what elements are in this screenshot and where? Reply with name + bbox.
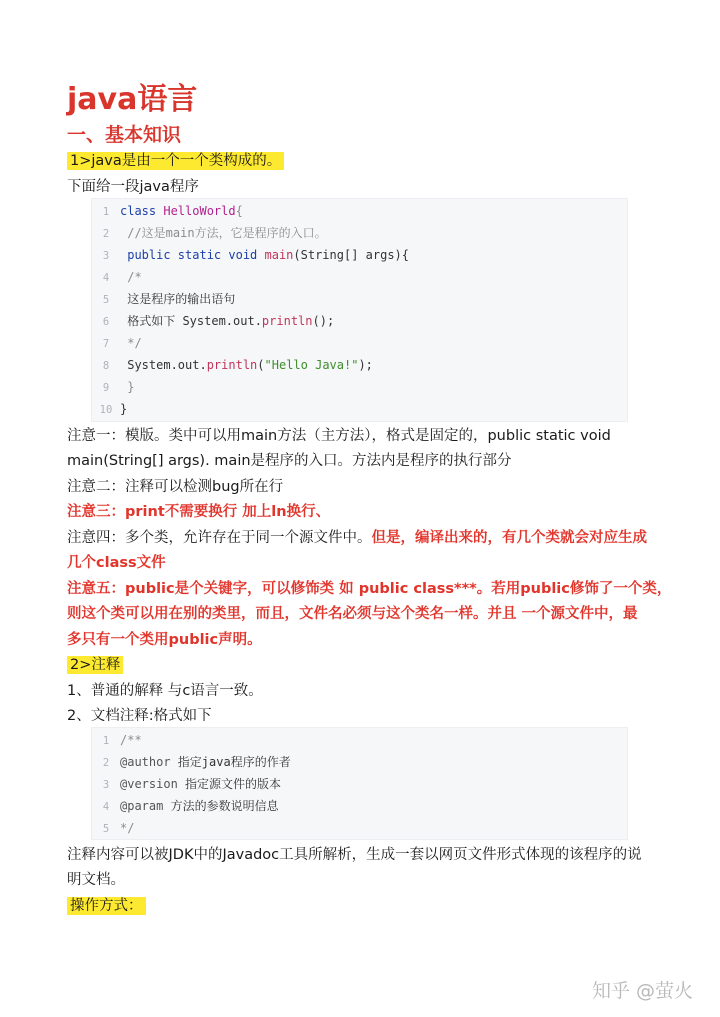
code-token: System.out. [120, 358, 207, 372]
note-2: 注意二：注释可以检测bug所在行 [67, 479, 284, 495]
code-line [92, 266, 142, 288]
code-token: /* [120, 270, 142, 284]
highlight-point-2: 2>注释 [67, 656, 123, 674]
code-line [92, 817, 134, 839]
point-1 [67, 151, 284, 171]
line-number: 1 [102, 735, 110, 747]
code-line [92, 354, 373, 376]
code-token: @version [120, 777, 178, 791]
line-number: 7 [102, 338, 110, 350]
code-block-helloworld [91, 198, 628, 422]
code-line [92, 244, 409, 266]
operation-label [67, 896, 146, 916]
code-token: main [264, 248, 294, 262]
line-number: 5 [102, 294, 110, 306]
note-5-line-2: 则这个类可以用在别的类里，而且，文件名必须与这个类名一样。并且 一个源文件中，最 [67, 606, 638, 622]
code-token: /** [120, 733, 142, 747]
code-token: 指定java程序的作者 [170, 755, 291, 769]
code-line [92, 773, 281, 795]
line-number: 8 [102, 360, 110, 372]
comment-type-1: 1、普通的解释 与c语言一致。 [67, 683, 263, 699]
note-1-line-2: main(String[] args). main是程序的入口。方法内是程序的执行部分 [67, 453, 512, 469]
code-token: 方法的参数说明信息 [163, 799, 279, 813]
code-token: (String[] args){ [293, 248, 409, 262]
code-token: (); [312, 314, 335, 328]
code-line [92, 795, 279, 817]
code-token: 格式如下 System.out. [120, 314, 262, 328]
code-token: println [261, 314, 313, 328]
intro-text: 下面给一段java程序 [67, 179, 199, 195]
line-number: 6 [102, 316, 110, 328]
section-heading: 一、基本知识 [67, 124, 182, 146]
code-token: class [120, 204, 164, 218]
line-number: 2 [102, 757, 110, 769]
highlight-point-1: 1>java是由一个一个类构成的。 [67, 152, 284, 170]
line-number: 4 [102, 272, 110, 284]
code-token: } [120, 402, 128, 416]
line-number: 4 [102, 801, 110, 813]
code-token: @author [120, 755, 171, 769]
code-block-javadoc [91, 727, 628, 840]
code-token: //这是main方法，它是程序的入口。 [120, 226, 327, 240]
line-number: 2 [102, 228, 110, 240]
line-number: 3 [102, 779, 110, 791]
comment-type-2: 2、文档注释:格式如下 [67, 708, 212, 724]
note-5-line-1: 注意五：public是个关键字，可以修饰类 如 public class***。若用public修饰了一个类， [67, 581, 672, 597]
highlight-operation: 操作方式： [67, 897, 146, 915]
note-4-plain: 注意四：多个类，允许存在于同一个源文件中。 [67, 530, 372, 546]
code-token: 指定源文件的版本 [177, 777, 282, 791]
code-token: println [206, 358, 258, 372]
code-token: ( [257, 358, 265, 372]
line-number: 5 [102, 823, 110, 835]
code-line [92, 332, 142, 354]
code-line [92, 222, 327, 244]
code-token: */ [120, 821, 135, 835]
page-title: java语言 [67, 82, 198, 117]
javadoc-line-2: 明文档。 [67, 872, 125, 888]
line-number: 10 [99, 404, 113, 416]
code-token: */ [120, 336, 142, 350]
note-5-line-3: 多只有一个类用public声明。 [67, 632, 262, 648]
code-line [92, 310, 334, 332]
code-token: } [120, 380, 135, 394]
code-token: "Hello Java!" [264, 358, 359, 372]
code-token: { [235, 204, 243, 218]
note-4-line-2: 几个class文件 [67, 555, 166, 571]
code-line [92, 376, 134, 398]
note-4-red: 但是，编译出来的，有几个类就会对应生成 [371, 530, 647, 546]
note-4-line-1 [67, 528, 647, 548]
note-3: 注意三：print不需要换行 加上ln换行、 [67, 504, 331, 520]
code-token: public static void [120, 248, 265, 262]
code-token: HelloWorld [163, 204, 236, 218]
javadoc-line-1: 注释内容可以被JDK中的Javadoc工具所解析，生成一套以网页文件形式体现的该程序的说 [67, 847, 642, 863]
code-line [92, 200, 243, 222]
code-token: @param [120, 799, 164, 813]
code-line [92, 729, 142, 751]
note-1-line-1: 注意一：模版。类中可以用main方法（主方法），格式是固定的，public static void [67, 428, 611, 444]
code-token: ); [358, 358, 373, 372]
line-number: 1 [102, 206, 110, 218]
code-line [92, 751, 291, 773]
point-2 [67, 655, 123, 675]
line-number: 3 [102, 250, 110, 262]
watermark: 知乎 @萤火 [592, 980, 694, 1002]
line-number: 9 [102, 382, 110, 394]
code-line [92, 288, 235, 310]
code-token: 这是程序的输出语句 [120, 292, 236, 306]
code-line [92, 398, 127, 420]
